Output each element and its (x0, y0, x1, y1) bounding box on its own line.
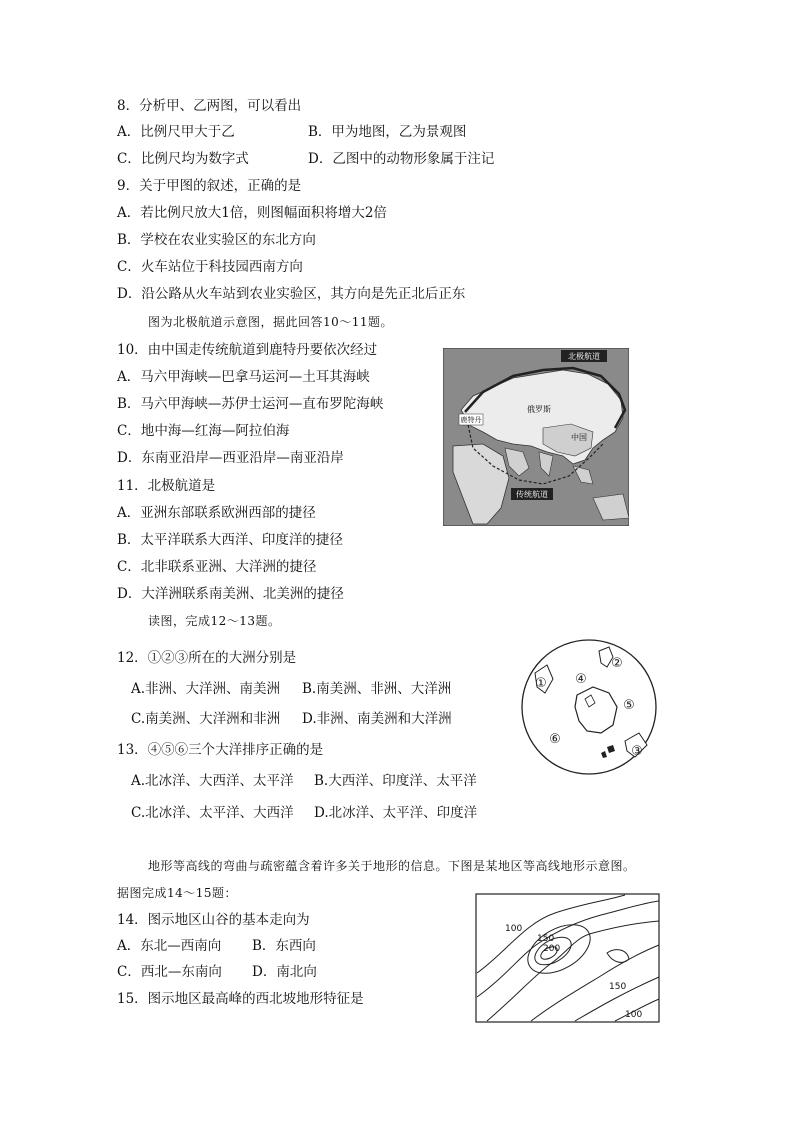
q14-stem: 14．图示地区山谷的基本走向为 (117, 912, 310, 928)
q8-option-d: D．乙图中的动物形象属于注记 (308, 151, 495, 167)
marker-2: ② (611, 656, 623, 671)
label-russia: 俄罗斯 (527, 405, 551, 414)
contour-label-100-nw: 100 (505, 924, 523, 934)
q12-stem: 12．①②③所在的大洲分别是 (117, 650, 297, 666)
contour-label-200: 200 (543, 944, 561, 954)
polar-globe-figure (515, 637, 665, 777)
marker-4: ④ (575, 672, 587, 687)
q15-stem: 15．图示地区最高峰的西北坡地形特征是 (117, 991, 364, 1007)
label-rotterdam: 鹿特丹 (460, 416, 482, 424)
contour-map (475, 893, 660, 1023)
q14-option-d: D．南北向 (252, 964, 317, 980)
intro-14-15-line1: 地形等高线的弯曲与疏密蕴含着许多关于地形的信息。下图是某地区等高线地形示意图。 (148, 859, 636, 873)
contour-label-150-se: 150 (609, 982, 627, 992)
q14-option-c: C．西北—东南向 (117, 964, 222, 980)
q10-stem: 10．由中国走传统航道到鹿特丹要依次经过 (117, 342, 378, 358)
arctic-route-map (443, 348, 629, 526)
q9-stem: 9．关于甲图的叙述，正确的是 (117, 178, 302, 194)
q8-option-c: C．比例尺均为数字式 (117, 151, 249, 167)
q10-option-a: A．马六甲海峡—巴拿马运河—土耳其海峡 (117, 369, 370, 385)
marker-3: ③ (631, 744, 643, 759)
q8-stem: 8．分析甲、乙两图，可以看出 (117, 98, 302, 114)
q11-option-a: A．亚洲东部联系欧洲西部的捷径 (117, 505, 316, 521)
q10-option-c: C．地中海—红海—阿拉伯海 (117, 423, 290, 439)
q11-option-d: D．大洋洲联系南美洲、北美洲的捷径 (117, 586, 344, 602)
marker-1: ① (535, 676, 547, 691)
marker-6: ⑥ (549, 732, 561, 747)
contour-label-100-se: 100 (625, 1010, 643, 1020)
q13-option-b: B.大西洋、印度洋、太平洋 (314, 773, 477, 789)
q8-option-b: B．甲为地图，乙为景观图 (308, 124, 467, 140)
q9-option-c: C．火车站位于科技园西南方向 (117, 259, 303, 275)
q11-stem: 11．北极航道是 (117, 478, 216, 494)
q14-option-a: A．东北—西南向 (117, 938, 222, 954)
q8-option-a: A．比例尺甲大于乙 (117, 124, 235, 140)
q12-option-c: C.南美洲、大洋洲和非洲 (131, 711, 281, 727)
q12-option-a: A.非洲、大洋洲、南美洲 (131, 681, 281, 697)
q12-option-b: B.南美洲、非洲、大洋洲 (302, 681, 452, 697)
intro-14-15-line2: 据图完成14～15题： (117, 886, 238, 900)
q13-option-c: C.北冰洋、太平洋、大西洋 (131, 805, 294, 821)
q9-option-a: A．若比例尺放大1倍，则图幅面积将增大2倍 (117, 205, 387, 221)
q13-stem: 13．④⑤⑥三个大洋排序正确的是 (117, 742, 324, 758)
label-traditional-route: 传统航道 (516, 490, 548, 499)
q11-option-c: C．北非联系亚洲、大洋洲的捷径 (117, 559, 317, 575)
label-china: 中国 (571, 433, 587, 442)
contour-label-150-inner: 150 (537, 934, 555, 944)
label-arctic-route: 北极航道 (568, 352, 600, 361)
marker-5: ⑤ (623, 698, 635, 713)
q10-option-b: B．马六甲海峡—苏伊士运河—直布罗陀海峡 (117, 396, 384, 412)
q9-option-b: B．学校在农业实验区的东北方向 (117, 232, 316, 248)
q12-option-d: D.非洲、南美洲和大洋洲 (302, 711, 452, 727)
q9-option-d: D．沿公路从火车站到农业实验区，其方向是先正北后正东 (117, 286, 466, 302)
q13-option-a: A.北冰洋、大西洋、太平洋 (131, 773, 294, 789)
q13-option-d: D.北冰洋、太平洋、印度洋 (314, 805, 478, 821)
intro-12-13: 读图，完成12～13题。 (148, 614, 281, 628)
q14-option-b: B．东西向 (252, 938, 316, 954)
q11-option-b: B．太平洋联系大西洋、印度洋的捷径 (117, 532, 343, 548)
q10-option-d: D．东南亚沿岸—西亚沿岸—南亚沿岸 (117, 450, 344, 466)
intro-10-11: 图为北极航道示意图，据此回答10～11题。 (148, 315, 394, 329)
